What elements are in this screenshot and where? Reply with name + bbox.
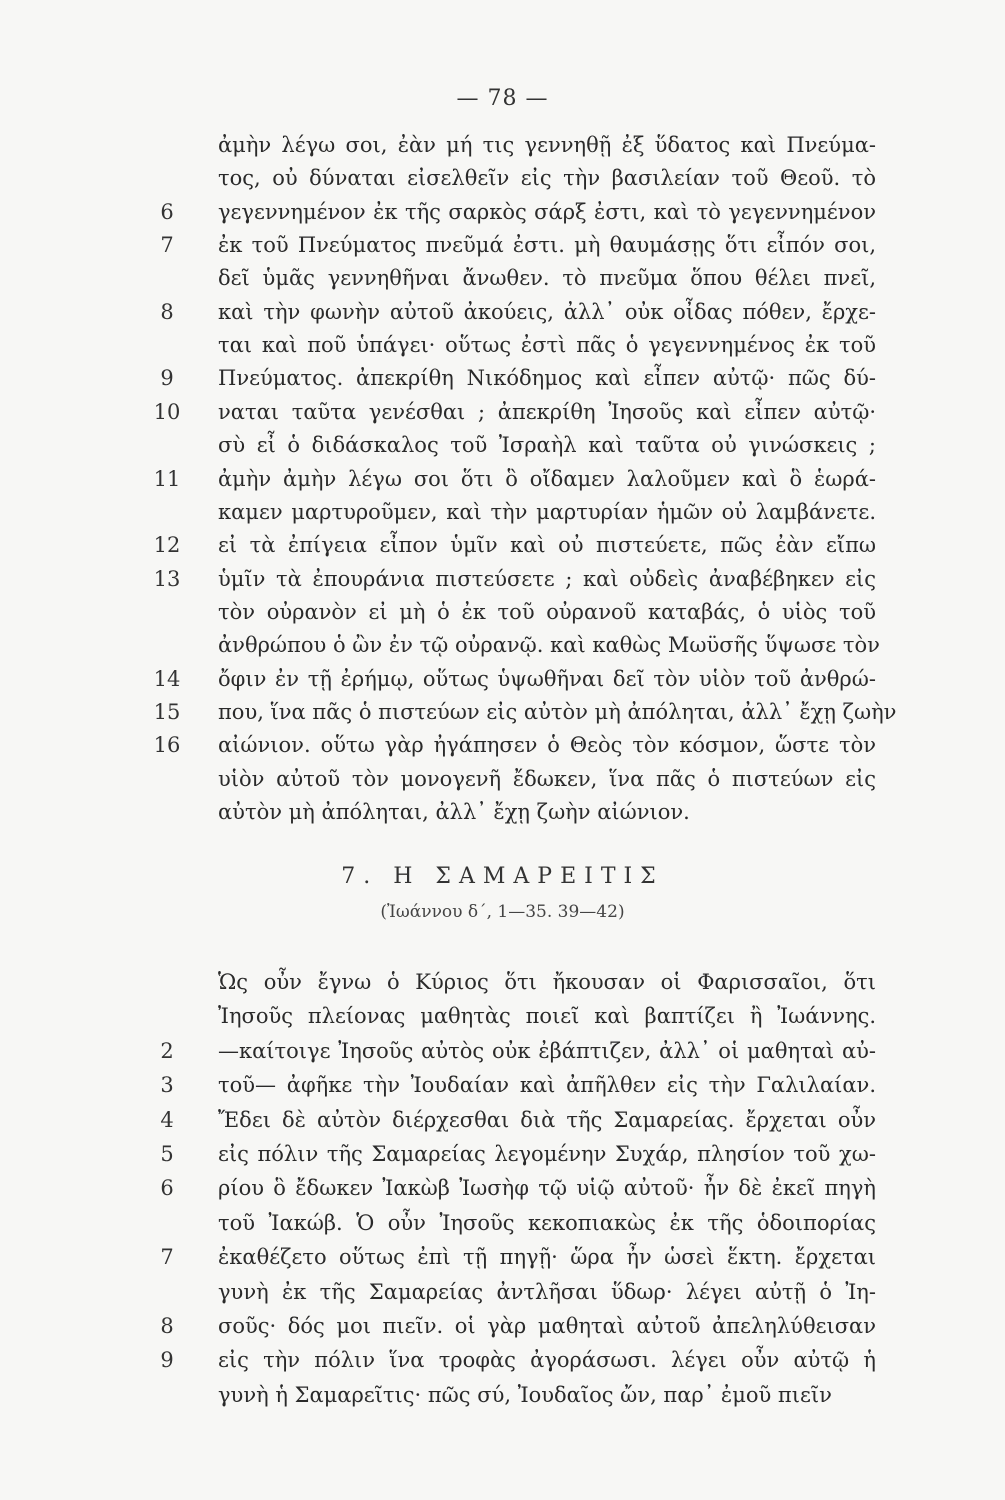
text-line: ἐκαθέζετο οὕτως ἐπὶ τῇ πηγῇ· ὥρα ἦν ὡσεὶ ἕκτη. ἔρχεται bbox=[218, 1245, 876, 1270]
section-heading: 7. Η ΣΑΜΑΡΕΙΤΙΣ bbox=[341, 864, 664, 889]
text-line: καὶ τὴν φωνὴν αὐτοῦ ἀκούεις, ἀλλ᾽ οὐκ οἶδας πόθεν, ἔρχε- bbox=[218, 299, 876, 324]
text-line: ὄφιν ἐν τῇ ἐρήμῳ, οὕτως ὑψωθῆναι δεῖ τὸν υἱὸν τοῦ ἀνθρώ- bbox=[218, 666, 876, 691]
verse-number: 6 bbox=[160, 199, 174, 224]
text-line: τοῦ Ἰακώβ. Ὁ οὖν Ἰησοῦς κεκοπιακὼς ἐκ τῆς ὁδοιπορίας bbox=[218, 1210, 876, 1235]
text-line: ἀμὴν ἀμὴν λέγω σοι ὅτι ὃ οἴδαμεν λαλοῦμεν καὶ ὃ ἑωρά- bbox=[218, 466, 876, 491]
text-line: —καίτοιγε Ἰησοῦς αὐτὸς οὐκ ἐβάπτιζεν, ἀλλ᾽ οἱ μαθηταὶ αὐ- bbox=[218, 1038, 876, 1063]
text-line: εἰς πόλιν τῆς Σαμαρείας λεγομένην Συχάρ, πλησίον τοῦ χω- bbox=[218, 1142, 876, 1166]
text-line: ἀμὴν λέγω σοι, ἐὰν μή τις γεννηθῇ ἐξ ὕδατος καὶ Πνεύμα- bbox=[218, 133, 876, 157]
text-line: που, ἵνα πᾶς ὁ πιστεύων εἰς αὐτὸν μὴ ἀπόληται, ἀλλ᾽ ἔχῃ ζωὴν bbox=[218, 699, 897, 724]
text-line: εἰς τὴν πόλιν ἵνα τροφὰς ἀγοράσωσι. λέγει οὖν αὐτῷ ἡ bbox=[218, 1348, 876, 1373]
verse-number: 2 bbox=[160, 1038, 174, 1063]
verse-number: 5 bbox=[160, 1142, 174, 1166]
verse-number: 15 bbox=[153, 699, 181, 724]
text-line: δεῖ ὑμᾶς γεννηθῆναι ἄνωθεν. τὸ πνεῦμα ὅπου θέλει πνεῖ, bbox=[218, 266, 876, 291]
text-line: γυνὴ ἐκ τῆς Σαμαρείας ἀντλῆσαι ὕδωρ· λέγει αὐτῇ ὁ Ἰη- bbox=[218, 1279, 876, 1304]
verse-number: 9 bbox=[160, 1348, 174, 1373]
verse-number: 4 bbox=[160, 1107, 174, 1132]
text-line: σὺ εἶ ὁ διδάσκαλος τοῦ Ἰσραὴλ καὶ ταῦτα οὐ γινώσκεις ; bbox=[218, 433, 876, 458]
text-line: ἐκ τοῦ Πνεύματος πνεῦμά ἐστι. μὴ θαυμάσῃς ὅτι εἶπόν σοι, bbox=[218, 233, 876, 258]
text-line: αὐτὸν μὴ ἀπόληται, ἀλλ᾽ ἔχῃ ζωὴν αἰώνιον. bbox=[218, 800, 690, 824]
text-line: τοῦ— ἀφῆκε τὴν Ἰουδαίαν καὶ ἀπῆλθεν εἰς τὴν Γαλιλαίαν. bbox=[218, 1073, 876, 1098]
verse-number: 6 bbox=[160, 1176, 174, 1201]
text-line: γυνὴ ἡ Σαμαρεῖτις· πῶς σύ, Ἰουδαῖος ὤν, παρ᾽ ἐμοῦ πιεῖν bbox=[218, 1382, 832, 1407]
text-line: σοῦς· δός μοι πιεῖν. οἱ γὰρ μαθηταὶ αὐτοῦ ἀπεληλύθεισαν bbox=[218, 1314, 876, 1338]
text-line: υἱὸν αὐτοῦ τὸν μονογενῆ ἔδωκεν, ἵνα πᾶς ὁ πιστεύων εἰς bbox=[218, 766, 876, 791]
text-line: γεγεννημένον ἐκ τῆς σαρκὸς σάρξ ἐστι, καὶ τὸ γεγεννημένον bbox=[218, 199, 876, 224]
text-line: ὑμῖν τὰ ἐπουράνια πιστεύσετε ; καὶ οὐδεὶς ἀναβέβηκεν εἰς bbox=[218, 566, 876, 591]
text-line: Ἰησοῦς πλείονας μαθητὰς ποιεῖ καὶ βαπτίζει ἢ Ἰωάννης. bbox=[218, 1004, 876, 1029]
text-line: τος, οὐ δύναται εἰσελθεῖν εἰς τὴν βασιλείαν τοῦ Θεοῦ. τὸ bbox=[218, 166, 876, 191]
verse-number: 8 bbox=[160, 299, 174, 324]
text-line: Ὡς οὖν ἔγνω ὁ Κύριος ὅτι ἤκουσαν οἱ Φαρισσαῖοι, ὅτι bbox=[218, 970, 876, 994]
text-line: αἰώνιον. οὕτω γὰρ ἠγάπησεν ὁ Θεὸς τὸν κόσμον, ὥστε τὸν bbox=[218, 733, 876, 758]
verse-number: 10 bbox=[153, 399, 181, 424]
verse-number: 13 bbox=[153, 566, 181, 591]
text-line: ναται ταῦτα γενέσθαι ; ἀπεκρίθη Ἰησοῦς καὶ εἶπεν αὐτῷ· bbox=[218, 399, 876, 424]
text-line: ρίου ὃ ἔδωκεν Ἰακὼβ Ἰωσὴφ τῷ υἱῷ αὐτοῦ· ἦν δὲ ἐκεῖ πηγὴ bbox=[218, 1176, 876, 1201]
text-line: Ἔδει δὲ αὐτὸν διέρχεσθαι διὰ τῆς Σαμαρείας. ἔρχεται οὖν bbox=[218, 1107, 876, 1132]
page-number: — 78 — bbox=[456, 86, 549, 111]
text-line: τὸν οὐρανὸν εἰ μὴ ὁ ἐκ τοῦ οὐρανοῦ καταβάς, ὁ υἱὸς τοῦ bbox=[218, 599, 876, 624]
text-line: ἀνθρώπου ὁ ὢν ἐν τῷ οὐρανῷ. καὶ καθὼς Μωϋσῆς ὕψωσε τὸν bbox=[218, 633, 880, 658]
verse-number: 16 bbox=[153, 733, 181, 758]
verse-number: 12 bbox=[153, 533, 181, 558]
text-line: ται καὶ ποῦ ὑπάγει· οὕτως ἐστὶ πᾶς ὁ γεγεννημένος ἐκ τοῦ bbox=[218, 333, 876, 358]
verse-number: 11 bbox=[153, 466, 181, 491]
verse-number: 7 bbox=[160, 233, 174, 258]
text-line: εἰ τὰ ἐπίγεια εἶπον ὑμῖν καὶ οὐ πιστεύετε, πῶς ἐὰν εἴπω bbox=[218, 533, 876, 558]
verse-number: 3 bbox=[160, 1073, 174, 1098]
verse-number: 8 bbox=[160, 1314, 174, 1338]
verse-number: 7 bbox=[160, 1245, 174, 1270]
text-line: καμεν μαρτυροῦμεν, καὶ τὴν μαρτυρίαν ἡμῶν οὐ λαμβάνετε. bbox=[218, 499, 876, 524]
verse-number: 9 bbox=[160, 366, 174, 391]
section-reference: (Ἰωάννου δ΄, 1—35. 39—42) bbox=[380, 902, 625, 922]
text-line: Πνεύματος. ἀπεκρίθη Νικόδημος καὶ εἶπεν αὐτῷ· πῶς δύ- bbox=[218, 366, 876, 391]
verse-number: 14 bbox=[153, 666, 181, 691]
